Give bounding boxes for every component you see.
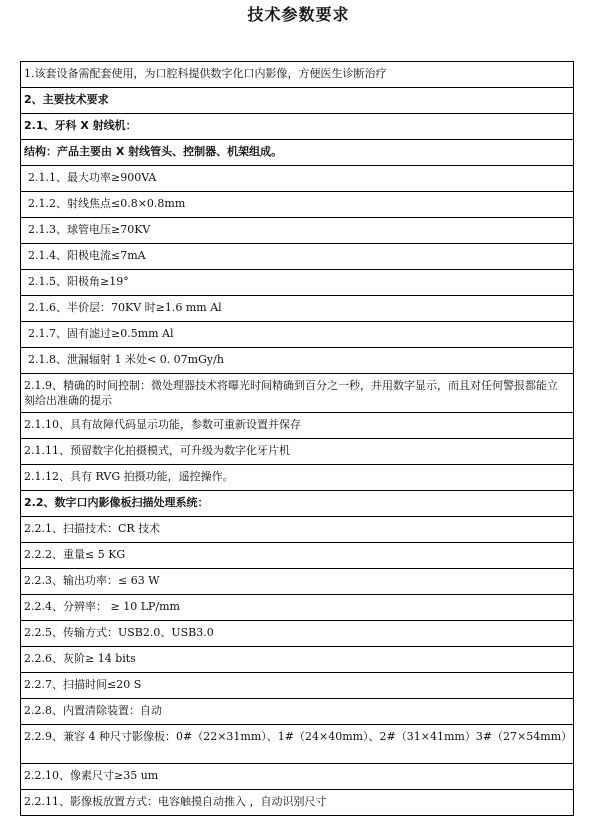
spec-text: 2.1.9、精确的时间控制：微处理器技术将曝光时间精确到百分之一秒，并用数字显示，而且对任何警报都能立刻给出准确的提示	[21, 374, 574, 413]
spec-text: 2.2.10、像素尺寸≥35 um	[21, 764, 574, 790]
spec-text: 2.1.8、泄漏辐射 1 米处< 0. 07mGy/h	[21, 348, 574, 374]
section-heading: 2.1、牙科 X 射线机：	[21, 114, 574, 140]
spec-text: 2.2.8、内置清除装置：自动	[21, 699, 574, 725]
spec-row	[21, 439, 574, 465]
spec-row	[21, 322, 574, 348]
spec-row	[21, 348, 574, 374]
spec-text: 2.1.11、预留数字化拍摄模式，可升级为数字化牙片机	[21, 439, 574, 465]
spec-text: 2.2.2、重量≤ 5 KG	[21, 543, 574, 569]
spec-text: 2.1.6、半价层：70KV 时≥1.6 mm Al	[21, 296, 574, 322]
spec-row	[21, 465, 574, 491]
spec-row	[21, 647, 574, 673]
section-heading: 2.2、数字口内影像板扫描处理系统：	[21, 491, 574, 517]
spec-text: 2.1.3、球管电压≥70KV	[21, 218, 574, 244]
section-row	[21, 140, 574, 166]
document-title: 技术参数要求	[247, 5, 350, 24]
spec-row	[21, 413, 574, 439]
spec-row	[21, 595, 574, 621]
spec-row	[21, 218, 574, 244]
spec-row	[21, 374, 574, 413]
section-heading: 2、主要技术要求	[21, 88, 574, 114]
spec-table	[20, 61, 574, 816]
spec-text: 2.2.7、扫描时间≤20 S	[21, 673, 574, 699]
spec-text: 2.1.2、射线焦点≤0.8×0.8mm	[21, 192, 574, 218]
spec-text: 2.2.5、传输方式：USB2.0、USB3.0	[21, 621, 574, 647]
spec-text: 2.2.4、分辨率： ≥ 10 LP/mm	[21, 595, 574, 621]
spec-row	[21, 699, 574, 725]
spec-row	[21, 725, 574, 764]
spec-row	[21, 296, 574, 322]
spec-row	[21, 192, 574, 218]
spec-row	[21, 62, 574, 88]
section-row	[21, 491, 574, 517]
spec-text: 2.2.1、扫描技术：CR 技术	[21, 517, 574, 543]
spec-text: 2.2.9、兼容 4 种尺寸影像板：0#（22×31mm）、1#（24×40mm）、2#（31×41mm）3#（27×54mm）	[21, 725, 574, 764]
spec-text: 2.1.7、固有滤过≥0.5mm Al	[21, 322, 574, 348]
spec-row	[21, 166, 574, 192]
spec-row	[21, 517, 574, 543]
spec-text: 2.2.6、灰阶≥ 14 bits	[21, 647, 574, 673]
spec-row	[21, 790, 574, 816]
spec-text: 2.1.4、阳极电流≤7mA	[21, 244, 574, 270]
structure-note: 结构：产品主要由 X 射线管头、控制器、机架组成。	[21, 140, 574, 166]
spec-text: 2.2.11、影像板放置方式：电容触摸自动推入 ，自动识别尺寸	[21, 790, 574, 816]
spec-text: 2.1.10、具有故障代码显示功能，参数可重新设置并保存	[21, 413, 574, 439]
spec-row	[21, 621, 574, 647]
spec-row	[21, 543, 574, 569]
spec-row	[21, 569, 574, 595]
spec-text: 1.该套设备需配套使用，为口腔科提供数字化口内影像，方便医生诊断治疗	[21, 62, 574, 88]
spec-row	[21, 673, 574, 699]
spec-text: 2.1.5、阳极角≥19°	[21, 270, 574, 296]
spec-text: 2.1.1、最大功率≥900VA	[21, 166, 574, 192]
spec-row	[21, 244, 574, 270]
spec-text: 2.2.3、输出功率：≤ 63 W	[21, 569, 574, 595]
spec-text: 2.1.12、具有 RVG 拍摄功能，遥控操作。	[21, 465, 574, 491]
spec-row	[21, 764, 574, 790]
spec-row	[21, 270, 574, 296]
section-row	[21, 88, 574, 114]
section-row	[21, 114, 574, 140]
